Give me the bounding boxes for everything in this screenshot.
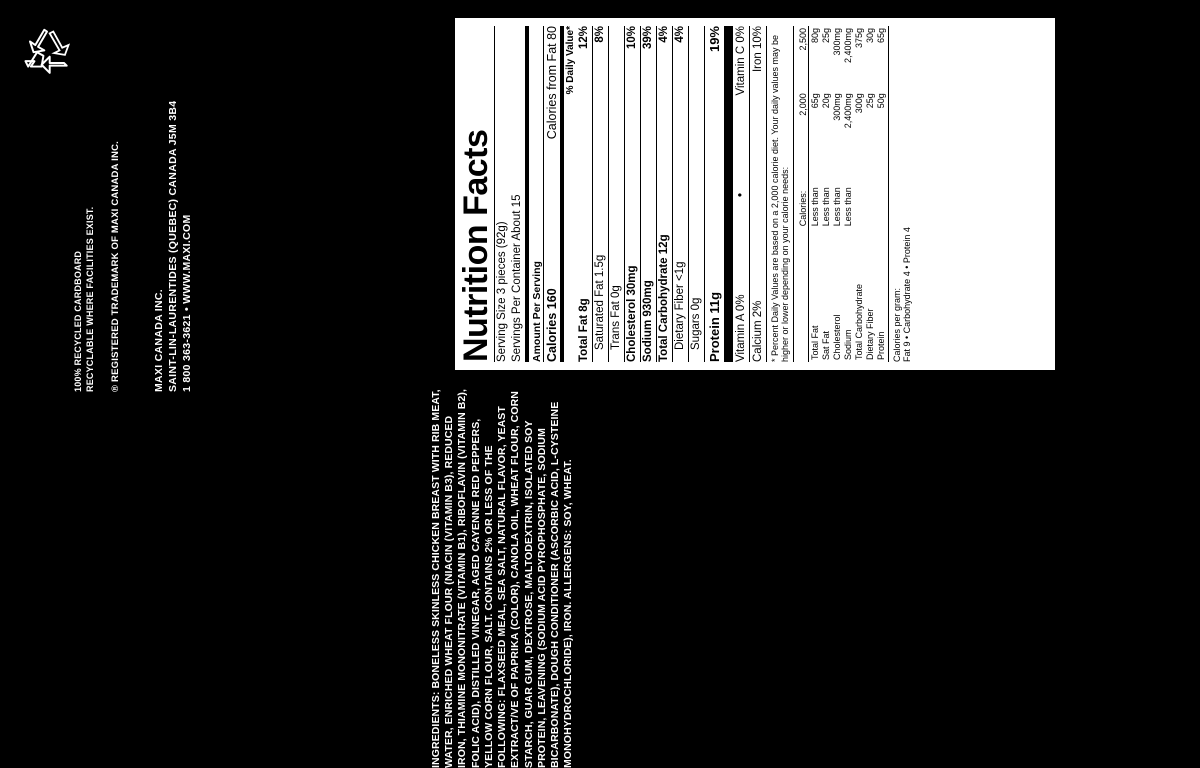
recycle-text xyxy=(72,52,96,392)
dv-row-fiber-qual xyxy=(864,156,875,228)
row-dietary-fiber-pct: 4% xyxy=(674,26,687,43)
company-address: SAINT-LIN-LAURENTIDES (QUEBEC) CANADA J5M 3B4 xyxy=(167,100,180,392)
dv-row-total-carb-2500: 375g xyxy=(853,28,864,49)
row-trans-fat-label: Trans Fat 0g xyxy=(610,285,623,350)
calories-from-fat: Calories from Fat 80 xyxy=(544,26,559,140)
ingredients-block xyxy=(430,384,575,768)
recycle-line2: RECYCLABLE WHERE FACILITIES EXIST. xyxy=(85,206,96,392)
row-total-fat xyxy=(577,26,593,362)
row-vitamin-a-c xyxy=(733,26,750,362)
nutrition-facts-panel xyxy=(455,18,1055,370)
dv-row-fiber-label: Dietary Fiber xyxy=(864,308,875,360)
row-protein-label: Protein 11g xyxy=(706,291,722,362)
contains-body: FLAXSEED MEAL, SEA SALT, NATURAL FLAVOR, YEAST EXTRACT/VE OF PAPRIKA (COLOR), CANOLA OIL, WHEAT FLOUR, CORN STARCH, GUAR GUM, DEXTROSE, MALTODEXTRIN, ISOLATED SOY PROTEIN, LEAVENING (SODIUM ACID PYROPHOSPHATE, SODIUM BICARBONATE), DOUGH CONDITIONER (ASCORBIC ACID, L-CYSTEINE MONOHYDROCHLORIDE), IRON. xyxy=(496,391,575,768)
dv-row-sodium-qual: Less than xyxy=(842,187,853,227)
row-total-fat-label: Total Fat 8g xyxy=(578,298,591,362)
dv-row-total-carb-qual xyxy=(853,156,864,228)
row-sodium-pct: 39% xyxy=(642,26,655,50)
dv-row-protein-qual xyxy=(875,156,886,228)
dv-row-cholesterol-2000: 300mg xyxy=(831,93,842,121)
row-sugars-label: Sugars 0g xyxy=(690,297,703,350)
vitamin-c-value: Vitamin C 0% xyxy=(734,26,747,96)
dv-row-cholesterol-2500: 300mg xyxy=(831,28,842,56)
amount-per-serving-label: Amount Per Serving xyxy=(530,261,543,362)
row-total-carbohydrate-label: Total Carbohydrate 12g xyxy=(658,234,671,362)
calcium-value: Calcium 2% xyxy=(751,300,764,362)
dv-row-sat-fat-2500: 25g xyxy=(820,28,831,44)
serving-size: Serving Size 3 pieces (92g) xyxy=(496,221,509,362)
dv-row-protein-2500: 65g xyxy=(875,28,886,44)
dv-row-fiber-2500: 30g xyxy=(864,28,875,44)
calories-per-gram-label: Calories per gram: xyxy=(892,287,903,362)
dv-row-cholesterol xyxy=(831,26,842,362)
daily-value-footnote: * Percent Daily Values are based on a 2,000 calorie diet. Your daily values may be higher or lower depending on your calorie needs: xyxy=(767,26,795,362)
dv-row-protein xyxy=(875,26,886,362)
nutrition-facts-title: Nutrition Facts xyxy=(457,129,495,362)
ingredients-body: BONELESS SKINLESS CHICKEN BREAST WITH RIB MEAT, WATER, ENRICHED WHEAT FLOUR (NIACIN (VITAMIN B3), REDUCED IRON, THIAMINE MONONITRATE (VITAMIN B1), RIBOFLAVIN (VITAMIN B2), FOLIC ACID), DISTILLED VINEGAR, AGED CAYENNE RED PEPPERS, YELLOW CORN FLOUR, SALT. xyxy=(430,388,495,768)
row-cholesterol xyxy=(625,26,641,362)
dv-header-blank xyxy=(797,228,809,362)
dv-header-2500: 2,500 xyxy=(797,26,809,91)
dv-row-cholesterol-qual: Less than xyxy=(831,187,842,227)
contains-heading: CONTAINS 2% OR LESS OF THE FOLLOWING: xyxy=(482,445,509,768)
row-protein-pct: 19% xyxy=(706,26,722,53)
servings-per-container: Servings Per Container About 15 xyxy=(510,194,523,362)
dv-row-protein-label: Protein xyxy=(875,331,886,360)
dv-row-total-carb-label: Total Carbohydrate xyxy=(853,283,864,360)
row-cholesterol-pct: 10% xyxy=(626,26,639,50)
amount-per-serving-row xyxy=(531,26,543,362)
dv-header-calories: Calories: xyxy=(797,156,809,228)
bullet-separator-2 xyxy=(752,185,764,188)
daily-value-table xyxy=(797,26,886,362)
dv-row-total-fat xyxy=(809,26,821,362)
row-protein xyxy=(705,26,724,362)
dv-row-total-carb-2000: 300g xyxy=(853,93,864,114)
recycle-icon xyxy=(20,28,74,80)
row-dietary-fiber xyxy=(673,26,689,362)
iron-value: Iron 10% xyxy=(751,26,764,73)
row-total-fat-pct: 12% xyxy=(578,26,591,50)
dv-row-sodium-label: Sodium xyxy=(842,329,853,360)
row-total-carbohydrate xyxy=(657,26,673,362)
dv-row-protein-2000: 50g xyxy=(875,93,886,109)
company-block xyxy=(152,42,195,392)
dv-row-sat-fat-2000: 20g xyxy=(820,93,831,109)
dv-row-sat-fat xyxy=(820,26,831,362)
vitamin-a-value: Vitamin A 0% xyxy=(734,294,747,362)
company-contact: 1 800 363-3621 • WWW.MAXI.COM xyxy=(181,214,194,392)
row-cholesterol-label: Cholesterol 30mg xyxy=(626,265,639,362)
ingredients-heading: INGREDIENTS: xyxy=(430,691,442,768)
dv-row-total-fat-2000: 65g xyxy=(809,93,820,109)
dv-row-cholesterol-label: Cholesterol xyxy=(831,314,842,360)
recycle-line1: 100% RECYCLED CARDBOARD xyxy=(73,250,83,392)
daily-value-header: % Daily Value* xyxy=(564,26,576,95)
row-dietary-fiber-label: Dietary Fiber <1g xyxy=(674,261,687,350)
dv-row-total-fat-qual: Less than xyxy=(809,187,820,227)
company-name: MAXI CANADA INC. xyxy=(153,289,165,392)
dv-row-sat-fat-label: Sat Fat xyxy=(820,330,831,360)
dv-row-fiber-2000: 25g xyxy=(864,93,875,109)
dv-table-header-row xyxy=(797,26,809,362)
dv-row-total-fat-label: Total Fat xyxy=(809,325,820,360)
trademark-text: ® REGISTERED TRADEMARK OF MAXI CANADA INC. xyxy=(110,141,121,392)
row-total-carbohydrate-pct: 4% xyxy=(658,26,671,43)
dv-row-total-carb xyxy=(853,26,864,362)
row-sodium-label: Sodium 930mg xyxy=(642,280,655,362)
dv-row-total-fat-2500: 80g xyxy=(809,28,820,44)
allergens-text: ALLERGENS: SOY, WHEAT. xyxy=(562,459,575,599)
calories-per-gram-values: Fat 9 • Carbohydrate 4 • Protein 4 xyxy=(902,227,913,362)
calories-row xyxy=(544,26,560,362)
dv-row-sodium-2500: 2,400mg xyxy=(842,28,853,64)
dv-row-fiber xyxy=(864,26,875,362)
bullet-separator: • xyxy=(734,192,747,197)
dv-row-sat-fat-qual: Less than xyxy=(820,187,831,227)
row-trans-fat xyxy=(609,26,625,362)
row-saturated-fat xyxy=(593,26,609,362)
dv-row-sodium xyxy=(842,26,853,362)
row-saturated-fat-label: Saturated Fat 1.5g xyxy=(594,254,607,350)
calories-per-gram-block xyxy=(888,26,912,362)
row-sodium xyxy=(641,26,657,362)
row-calcium-iron xyxy=(750,26,767,362)
calories-value: Calories 160 xyxy=(544,288,559,362)
row-saturated-fat-pct: 8% xyxy=(594,26,607,43)
dv-header-2000: 2,000 xyxy=(797,91,809,156)
dv-row-sodium-2000: 2,400mg xyxy=(842,93,853,129)
row-sugars xyxy=(689,26,704,362)
